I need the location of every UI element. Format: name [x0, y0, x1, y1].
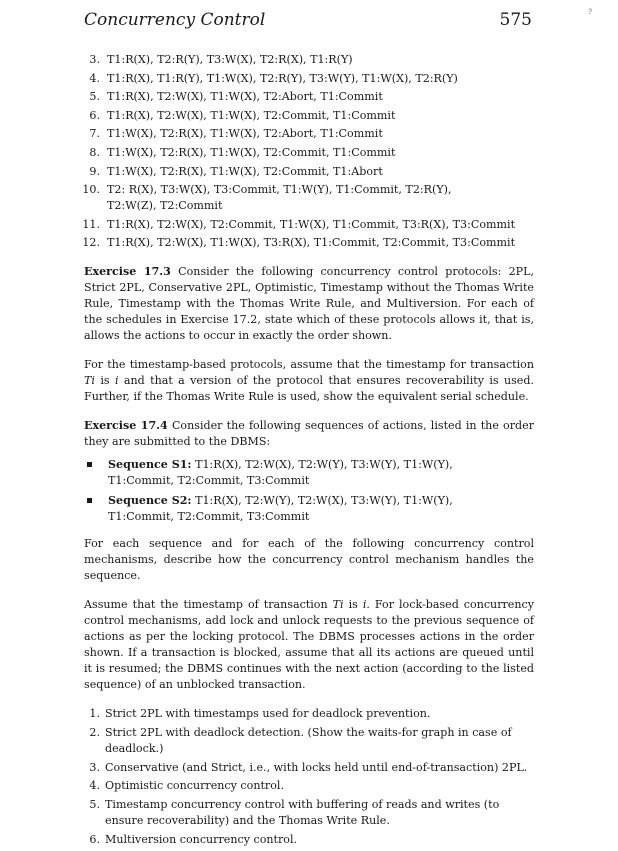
- schedule-text: T1:W(X), T2:R(X), T1:W(X), T2:Abort, T1:Commit: [107, 127, 383, 141]
- text-run: Assume that the timestamp of transaction: [84, 597, 333, 611]
- bullet-square-icon: [87, 462, 92, 467]
- mechanism-item: [84, 778, 534, 794]
- schedule-number: 9.: [89, 164, 100, 178]
- exercise-17-3-title: Exercise 17.3: [84, 264, 171, 278]
- sequence-label: Sequence S1:: [108, 457, 192, 471]
- schedule-number: 5.: [89, 90, 100, 104]
- schedule-text: T1:R(X), T2:W(X), T1:W(X), T3:R(X), T1:Commit, T2:Commit, T3:Commit: [107, 236, 516, 250]
- schedule-number: 12.: [82, 236, 100, 250]
- schedule-text: T1:R(X), T2:W(X), T2:Commit, T1:W(X), T1:Commit, T3:R(X), T3:Commit: [107, 217, 516, 231]
- mechanism-text: Strict 2PL with timestamps used for deadlock prevention.: [105, 706, 431, 720]
- assumption-paragraph: [84, 597, 534, 693]
- schedule-text: T1:R(X), T2:R(Y), T3:W(X), T2:R(X), T1:R(Y): [107, 53, 353, 66]
- page-content: [84, 52, 534, 851]
- mechanism-text: Multiversion concurrency control.: [105, 832, 298, 846]
- schedule-list: [84, 52, 534, 251]
- text-run: is: [343, 597, 363, 611]
- mechanism-number: 6.: [89, 832, 100, 846]
- schedule-text: T1:W(X), T2:R(X), T1:W(X), T2:Commit, T1:Abort: [107, 164, 383, 178]
- schedule-text: T1:R(X), T2:W(X), T1:W(X), T2:Commit, T1:Commit: [107, 108, 396, 122]
- sequence-text: T1:R(X), T2:W(X), T2:W(Y), T3:W(Y), T1:W(Y),: [195, 457, 453, 471]
- exercise-17-3-text: Consider the following concurrency control protocols: 2PL, Strict 2PL, Conservative 2PL, Optimistic, Timestamp without the Thomas Write Rule, Timestamp with the Thomas Write Rule, and Multiversion. For each of the schedules in Exercise 17.2, state which of these protocols allows it, that is, allows the actions to occur in exactly the order shown.: [84, 264, 534, 342]
- mechanism-number: 1.: [89, 706, 100, 720]
- math-ti: Ti: [332, 597, 344, 611]
- exercise-17-4-paragraph: [84, 418, 534, 450]
- mechanism-number: 2.: [89, 725, 100, 739]
- schedule-number: 7.: [89, 127, 100, 141]
- schedule-item: [84, 52, 534, 68]
- mechanism-item: [84, 832, 534, 848]
- sequence-text-continued: T1:Commit, T2:Commit, T3:Commit: [108, 509, 310, 523]
- bullet-square-icon: [87, 498, 92, 503]
- page-number: 575: [499, 10, 532, 30]
- mechanism-item: [84, 706, 534, 722]
- schedule-number: 11.: [82, 217, 100, 231]
- text-run: . For lock-based concurrency control mechanisms, add lock and unlock requests to the previous sequence of actions as per the locking protocol. The DBMS processes actions in the order shown. If a transaction is blocked, assume that all its actions are queued until it is resumed; the DBMS continues with the next action (according to the listed sequence) of an unblocked transaction.: [84, 597, 534, 691]
- math-i: i: [114, 373, 119, 387]
- mechanism-item: [84, 797, 534, 829]
- timestamp-assumption-paragraph: [84, 357, 534, 405]
- schedule-number: 8.: [89, 145, 100, 159]
- mechanism-text: Strict 2PL with deadlock detection. (Show the waits-for graph in case of deadlock.): [105, 725, 512, 755]
- exercise-17-4-text: Consider the following sequences of actions, listed in the order they are submitted to the DBMS:: [84, 418, 534, 448]
- mechanism-number: 4.: [89, 779, 100, 793]
- schedule-item: [84, 89, 534, 105]
- text-run: For the timestamp-based protocols, assume that the timestamp for transaction: [84, 357, 534, 371]
- text-run: is: [94, 373, 115, 387]
- schedule-item: [84, 71, 534, 87]
- schedule-text: T2: R(X), T3:W(X), T3:Commit, T1:W(Y), T1:Commit, T2:R(Y),: [107, 183, 452, 197]
- sequence-text: T1:R(X), T2:W(Y), T2:W(X), T3:W(Y), T1:W(Y),: [195, 493, 453, 507]
- mechanism-item: [84, 725, 534, 757]
- sequence-text-continued: T1:Commit, T2:Commit, T3:Commit: [108, 473, 310, 487]
- schedule-item: [84, 108, 534, 124]
- schedule-text: T1:R(X), T2:W(X), T1:W(X), T2:Abort, T1:Commit: [107, 90, 383, 104]
- schedule-text: T1:R(X), T1:R(Y), T1:W(X), T2:R(Y), T3:W(Y), T1:W(X), T2:R(Y): [107, 71, 458, 85]
- exercise-17-4-title: Exercise 17.4: [84, 418, 168, 432]
- math-i: i: [362, 597, 367, 611]
- page-header: [84, 10, 532, 34]
- chapter-title: Concurrency Control: [84, 10, 266, 30]
- sequence-item: [84, 457, 534, 489]
- mechanism-text: Conservative (and Strict, i.e., with locks held until end-of-transaction) 2PL.: [105, 760, 528, 774]
- mechanism-instruction-paragraph: For each sequence and for each of the following concurrency control mechanisms, describe how the concurrency control mechanism handles the sequence.: [84, 536, 534, 582]
- schedule-number: 4.: [89, 71, 100, 85]
- schedule-item: [84, 126, 534, 142]
- sequence-list: [84, 457, 534, 525]
- corner-mark: ?: [588, 8, 592, 16]
- schedule-item: [84, 217, 534, 233]
- mechanism-item: [84, 760, 534, 776]
- mechanism-number: 5.: [89, 798, 100, 812]
- schedule-item: [84, 145, 534, 161]
- math-ti: Ti: [84, 373, 95, 387]
- schedule-item: [84, 235, 534, 251]
- text-run: and that a version of the protocol that ensures recoverability is used. Further, if the Thomas Write Rule is used, show the equivalent serial schedule.: [84, 373, 534, 403]
- mechanism-text: Timestamp concurrency control with buffering of reads and writes (to ensure recoverability) and the Thomas Write Rule.: [105, 798, 500, 828]
- schedule-number: 3.: [89, 53, 100, 66]
- exercise-17-3-paragraph: [84, 264, 534, 344]
- schedule-item: [84, 164, 534, 180]
- schedule-number: 6.: [89, 108, 100, 122]
- mechanism-text: Optimistic concurrency control.: [105, 779, 284, 793]
- sequence-item: [84, 493, 534, 525]
- schedule-text-continued: T2:W(Z), T2:Commit: [107, 199, 223, 213]
- schedule-item: [84, 182, 534, 214]
- mechanism-number: 3.: [89, 760, 100, 774]
- schedule-number: 10.: [82, 183, 100, 197]
- sequence-label: Sequence S2:: [108, 493, 192, 507]
- mechanism-list: [84, 706, 534, 848]
- schedule-text: T1:W(X), T2:R(X), T1:W(X), T2:Commit, T1:Commit: [107, 145, 396, 159]
